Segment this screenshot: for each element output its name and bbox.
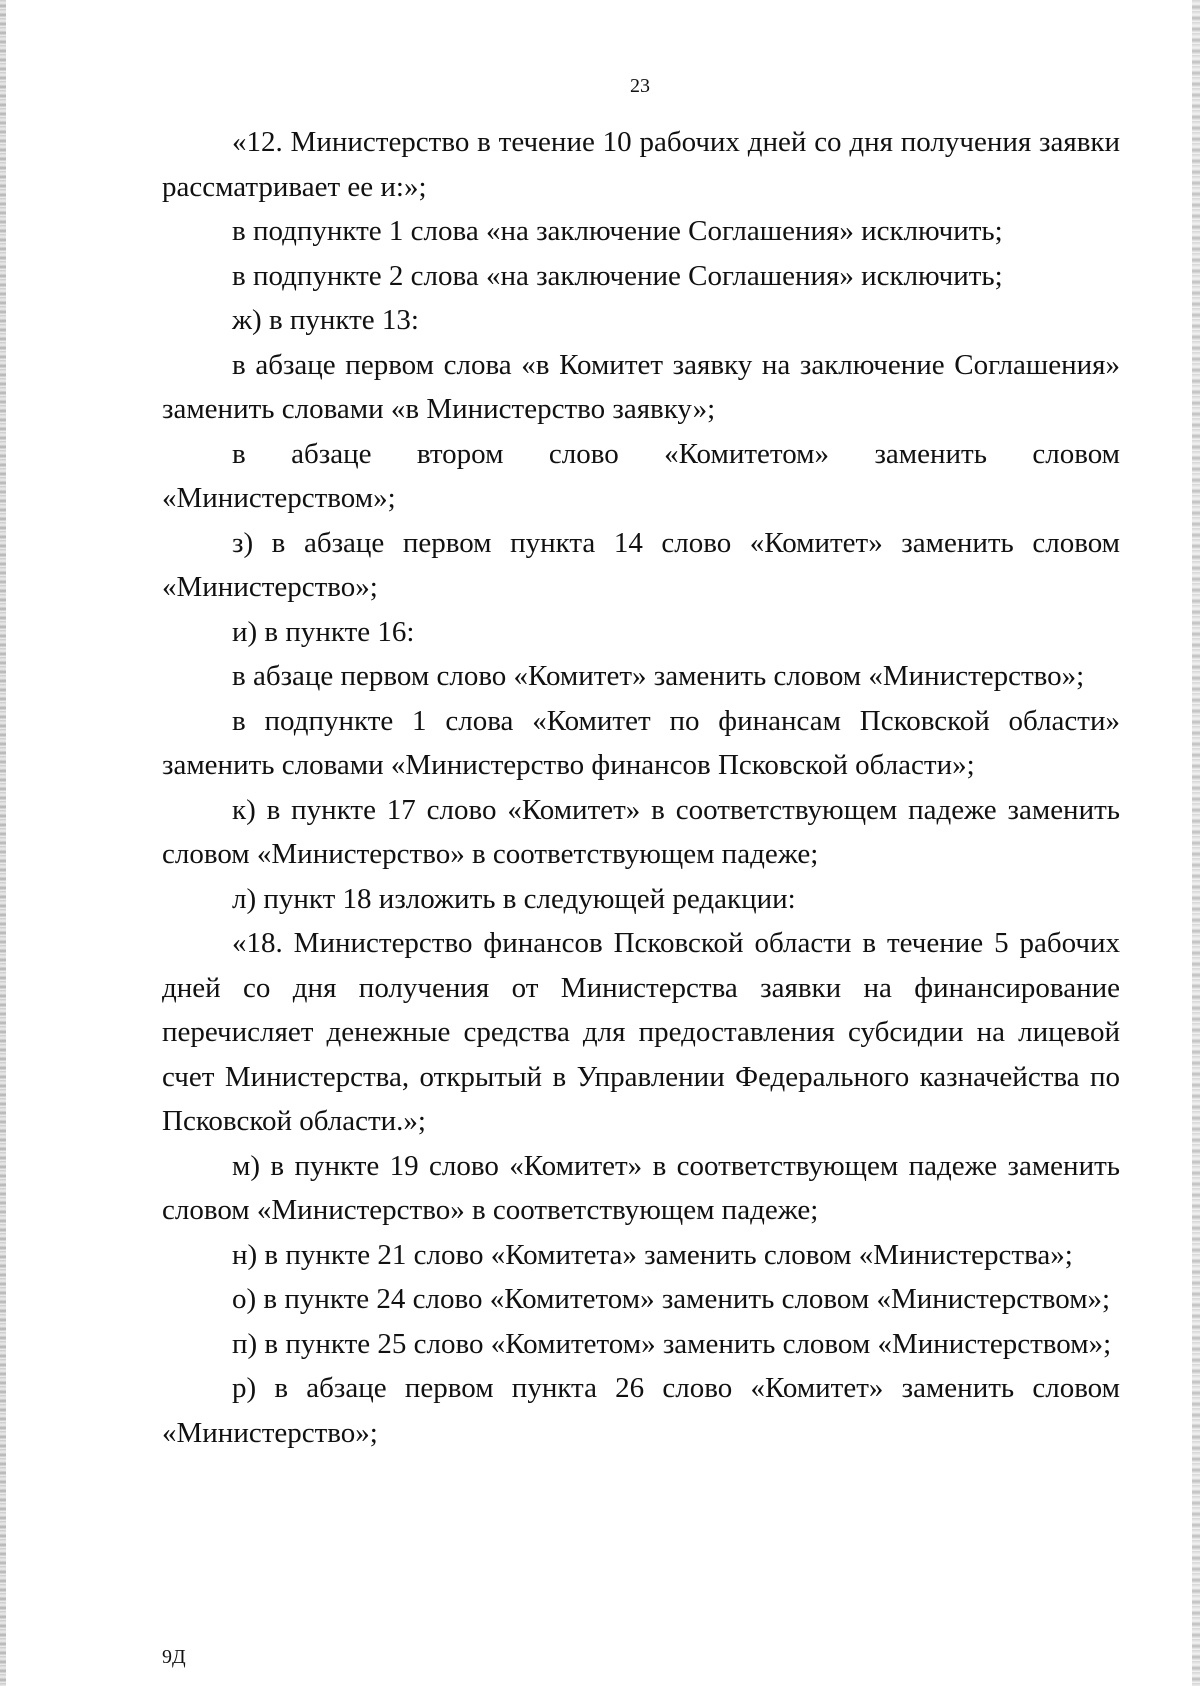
paragraph-18: р) в абзаце первом пункта 26 слово «Комитет» заменить словом «Министерство»; bbox=[162, 1372, 1120, 1449]
paragraph-11: к) в пункте 17 слово «Комитет» в соответствующем падеже заменить словом «Министерство» в соответствующем падеже; bbox=[162, 793, 1120, 870]
paragraph-7: з) в абзаце первом пункта 14 слово «Комитет» заменить словом «Министерство»; bbox=[162, 526, 1120, 603]
paragraph-15: н) в пункте 21 слово «Комитета» заменить словом «Министерства»; bbox=[232, 1238, 1073, 1271]
paragraph-14: м) в пункте 19 слово «Комитет» в соответствующем падеже заменить словом «Министерство» в соответствующем падеже; bbox=[162, 1149, 1120, 1226]
paragraph-17: п) в пункте 25 слово «Комитетом» заменить словом «Министерством»; bbox=[232, 1327, 1112, 1360]
paragraph-16: о) в пункте 24 слово «Комитетом» заменить словом «Министерством»; bbox=[232, 1283, 1111, 1315]
paragraph-9: в абзаце первом слово «Комитет» заменить словом «Министерство»; bbox=[232, 660, 1085, 692]
paragraph-1: «12. Министерство в течение 10 рабочих дней со дня получения заявки рассматривает ее и:»; bbox=[162, 126, 1120, 203]
paragraph-13: «18. Министерство финансов Псковской области в течение 5 рабочих дней со дня получения от Министерства заявки на финансирование перечисляет денежные средства для предоставления субсидии на лицевой счет Министерства, открытый в Управлении Федерального казначейства по Псковской области.»; bbox=[162, 927, 1120, 1137]
footer-code: 9Д bbox=[162, 1646, 186, 1668]
paragraph-10: в подпункте 1 слова «Комитет по финансам Псковской области» заменить словами «Министерство финансов Псковской области»; bbox=[162, 704, 1120, 781]
paragraph-12: л) пункт 18 изложить в следующей редакции: bbox=[232, 882, 796, 915]
paragraph-5: в абзаце первом слова «в Комитет заявку на заключение Соглашения» заменить словами «в Министерство заявку»; bbox=[162, 348, 1120, 425]
paragraph-2: в подпункте 1 слова «на заключение Соглашения» исключить; bbox=[232, 215, 1003, 247]
paragraph-6: в абзаце втором слово «Комитетом» заменить словом «Министерством»; bbox=[162, 437, 1120, 514]
document-body bbox=[162, 120, 1120, 1455]
paragraph-3: в подпункте 2 слова «на заключение Соглашения» исключить; bbox=[232, 259, 1003, 292]
paragraph-4: ж) в пункте 13: bbox=[232, 304, 419, 336]
scan-edge-right bbox=[1192, 0, 1200, 1686]
paragraph-8: и) в пункте 16: bbox=[232, 615, 415, 648]
scan-edge-left bbox=[0, 0, 6, 1686]
page-number: 23 bbox=[630, 75, 650, 97]
